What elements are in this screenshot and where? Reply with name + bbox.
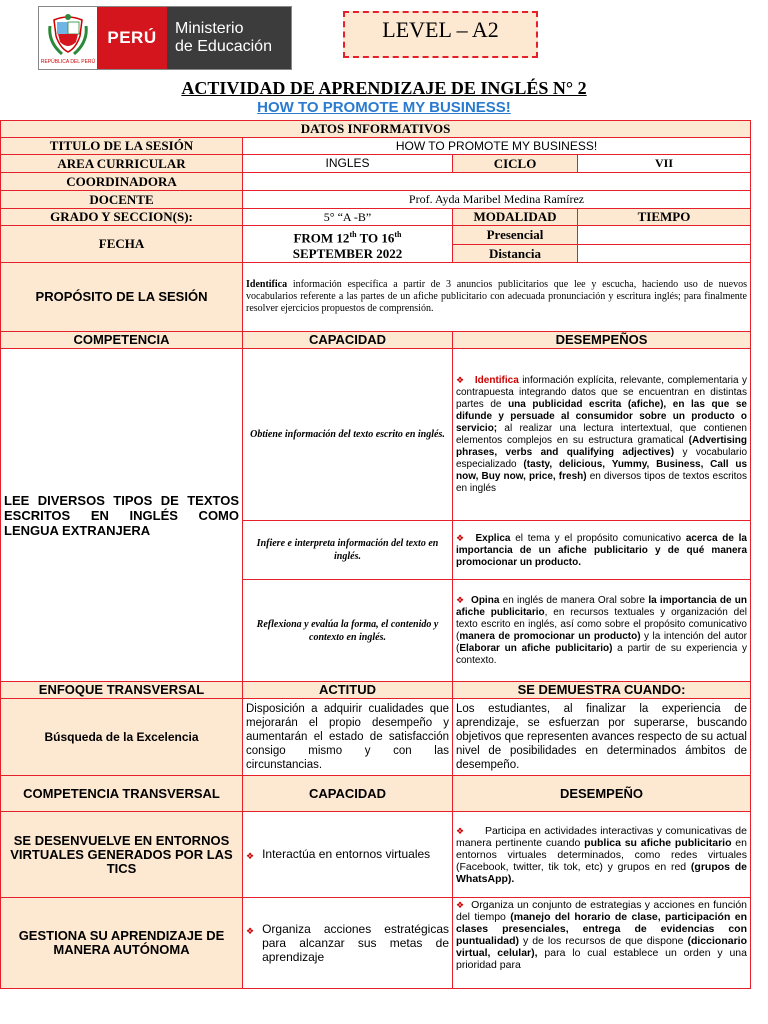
cap1-text: Interactúa en entornos virtuales <box>262 846 431 861</box>
proposito-row <box>1 263 751 332</box>
proposito-body: información específica a partir de 3 anuncios publicitarios que lee y escucha, haciendo uso de nuevos vocabularios referente a las partes de un afiche publicitario con adecuada pronunciación y escritura inglés; para finalmente resolver ejercicios propuestos de comprensión. <box>246 279 747 314</box>
d2-c: acerca de la importancia de un afiche publicitario y de qué manera promocionar un producto. <box>456 532 747 568</box>
competencia-header: COMPETENCIA <box>1 332 243 349</box>
docente-row <box>1 191 751 209</box>
level-badge: LEVEL – A2 <box>343 11 538 58</box>
enfoque-name: Búsqueda de la Excelencia <box>1 699 243 776</box>
d1-e: (Advertising phrases, verbs and qualifying adjectives) <box>456 435 747 458</box>
d1-verb: Identifica <box>474 375 519 386</box>
proposito-label: PROPÓSITO DE LA SESIÓN <box>1 263 243 332</box>
grado-value: 5° “A -B” <box>243 209 453 226</box>
d3-h: a partir de su experiencia y contexto. <box>456 643 748 666</box>
fecha-label: FECHA <box>1 226 243 263</box>
d3-c: la importancia de un afiche publicitario <box>456 595 747 618</box>
capacidad-header: CAPACIDAD <box>243 332 453 349</box>
d1-b: información explícita, relevante, complementaria y contrapuesta integrando datos que se encuentran en distintas partes de <box>456 375 747 410</box>
t1-c: en entornos virtuales determinados, como redes virtuales (Facebook, twitter, tik tok, etc) y grupos en red <box>456 836 747 873</box>
presencial-value <box>578 226 751 245</box>
transversal-competencia-2: GESTIONA SU APRENDIZAJE DE MANERA AUTÓNOMA <box>1 898 243 989</box>
distancia-value <box>578 245 751 263</box>
diamond-bullet-icon: ❖ <box>456 532 467 543</box>
transversal-desempeno-2 <box>453 898 751 989</box>
t2-e: para lo cual establece un orden y una prioridad para <box>456 947 747 971</box>
area-label: AREA CURRICULAR <box>1 155 243 173</box>
fecha-to: TO 16 <box>356 230 395 246</box>
d1-f: y vocabulario especializado <box>456 447 748 470</box>
t2-d: (diccionario virtual, celular), <box>456 935 747 959</box>
enfoque-header-row <box>1 682 751 699</box>
tiempo-label: TIEMPO <box>578 209 751 226</box>
enfoque-row <box>1 699 751 776</box>
desempeno-2 <box>453 521 751 580</box>
d3-f: y la intención del autor ( <box>456 631 747 654</box>
competencia-name: LEE DIVERSOS TIPOS DE TEXTOS ESCRITOS EN INGLÉS COMO LENGUA EXTRANJERA <box>1 349 243 682</box>
d1-g: (tasty, delicious, Yummy, Business, Call us now, Buy now, price, fresh) <box>456 459 748 482</box>
page-title: ACTIVIDAD DE APRENDIZAJE DE INGLÉS N° 2 <box>181 78 587 98</box>
actitud-header: ACTITUD <box>243 682 453 699</box>
diamond-bullet-icon: ❖ <box>456 900 465 910</box>
proposito-text <box>243 263 751 332</box>
grado-label: GRADO Y SECCION(S): <box>1 209 243 226</box>
transversal-capacidad-2 <box>243 898 453 989</box>
d3-verb: Opina <box>471 595 500 606</box>
transversal-competencia-1: SE DESENVUELVE EN ENTORNOS VIRTUALES GENERADOS POR LAS TICS <box>1 812 243 898</box>
diamond-bullet-icon: ❖ <box>456 595 465 605</box>
enfoque-header: ENFOQUE TRANSVERSAL <box>1 682 243 699</box>
docente-label: DOCENTE <box>1 191 243 209</box>
t2-b: (manejo del horario de clase, participación en clases presenciales, entrega de evidencias con puntualidad) <box>456 911 747 947</box>
fecha-month: SEPTEMBER 2022 <box>292 245 403 261</box>
area-row <box>1 155 751 173</box>
transversal-capacidad-1 <box>243 812 453 898</box>
capacidad-2: Infiere e interpreta información del texto en inglés. <box>243 521 453 580</box>
ciclo-value: VII <box>578 155 751 173</box>
crest-label: REPÚBLICA DEL PERÚ <box>40 58 96 65</box>
peru-crest <box>39 7 97 69</box>
fecha-th1: th <box>349 230 357 240</box>
minedu-logo <box>38 6 292 70</box>
d2-verb: Explica <box>475 532 511 544</box>
coordinadora-value <box>243 173 751 191</box>
d1-h: en diversos tipos de textos escritos en inglés <box>456 471 747 494</box>
diamond-bullet-icon: ❖ <box>456 375 465 385</box>
capacidad-transversal-header: CAPACIDAD <box>243 776 453 812</box>
page-header <box>0 0 768 78</box>
desempeno-transversal-header: DESEMPEÑO <box>453 776 751 812</box>
modalidad-label: MODALIDAD <box>453 209 578 226</box>
capacidad-3: Reflexiona y evalúa la forma, el contenido y contexto en inglés. <box>243 580 453 682</box>
se-demuestra-text: Los estudiantes, al finalizar la experiencia de aprendizaje, se esfuerzan por superarse, buscando objetivos que representen avances respecto de su actual nivel de posibilidades en determinados ámbitos de desempeño. <box>453 699 751 776</box>
t1-d: (grupos de WhatsApp). <box>456 860 748 885</box>
titulo-label: TITULO DE LA SESIÓN <box>1 138 243 155</box>
diamond-bullet-icon: ❖ <box>246 926 255 936</box>
titulo-value: HOW TO PROMOTE MY BUSINESS! <box>243 138 751 155</box>
d3-d: , en recursos textuales y organización del texto escrito en inglés, así como sobre el propósito comunicativo ( <box>456 607 747 642</box>
transversal-row-2 <box>1 898 751 989</box>
transversal-header-row <box>1 776 751 812</box>
se-demuestra-header: SE DEMUESTRA CUANDO: <box>453 682 751 699</box>
fecha-value <box>243 226 453 263</box>
peru-label: PERÚ <box>97 7 167 69</box>
distancia-label: Distancia <box>453 245 578 263</box>
fecha-from: FROM 12 <box>293 230 350 246</box>
d3-e: manera de promocionar un producto) <box>459 631 641 642</box>
competencia-header-row <box>1 332 751 349</box>
docente-value: Prof. Ayda Maribel Medina Ramírez <box>243 191 751 209</box>
fecha-th2: th <box>394 230 402 240</box>
d1-d: al realizar una lectura intertextual, que contienen elementos complejos en su estructura gramatical <box>456 423 747 446</box>
desempeno-1 <box>453 349 751 521</box>
diamond-bullet-icon: ❖ <box>456 825 465 836</box>
capacidad-1: Obtiene información del texto escrito en inglés. <box>243 349 453 521</box>
d2-b: el tema y el propósito comunicativo <box>510 532 686 544</box>
ministry-line2: de Educación <box>175 38 272 55</box>
cap2-text: Organiza acciones estratégicas para alcanzar sus metas de aprendizaje <box>262 922 449 964</box>
session-table <box>0 120 751 989</box>
d3-g: Elaborar un afiche publicitario) <box>459 643 613 654</box>
coordinadora-row <box>1 173 751 191</box>
ciclo-label: CICLO <box>453 155 578 173</box>
coordinadora-label: COORDINADORA <box>1 173 243 191</box>
diamond-bullet-icon: ❖ <box>246 850 255 861</box>
grado-row <box>1 209 751 226</box>
t2-a: Organiza un conjunto de estrategias y acciones en función del tiempo <box>456 899 747 923</box>
page-subtitle: HOW TO PROMOTE MY BUSINESS! <box>257 99 511 116</box>
desempenos-header: DESEMPEÑOS <box>453 332 751 349</box>
desempeno-row-1 <box>1 349 751 521</box>
transversal-desempeno-1 <box>453 812 751 898</box>
competencia-transversal-header: COMPETENCIA TRANSVERSAL <box>1 776 243 812</box>
ministry-line1: Ministerio <box>175 20 244 37</box>
d1-c: una publicidad escrita (afiche), en las que se difunde y persuade al consumidor sobre un producto o servicio; <box>456 399 747 434</box>
t1-b: publica su afiche publicitario <box>584 836 732 849</box>
t1-a: Participa en actividades interactivas y comunicativas de manera pertinente cuando <box>456 824 747 849</box>
presencial-label: Presencial <box>453 226 578 245</box>
fecha-row-1 <box>1 226 751 245</box>
ministry-label <box>167 7 291 69</box>
actitud-text: Disposición a adquirir cualidades que mejorarán el propio desempeño y aumentarán el estado de satisfacción consigo mismo y con las circunstancias. <box>243 699 453 776</box>
coat-of-arms-icon <box>48 12 88 58</box>
titulo-row <box>1 138 751 155</box>
desempeno-3 <box>453 580 751 682</box>
transversal-row-1 <box>1 812 751 898</box>
proposito-verb: Identifica <box>246 279 288 290</box>
datos-header-row <box>1 121 751 138</box>
t2-c: y de los recursos de que dispone <box>519 935 688 947</box>
d3-b: en inglés de manera Oral sobre <box>499 595 649 606</box>
area-value: INGLES <box>243 155 453 173</box>
datos-informativos-header: DATOS INFORMATIVOS <box>1 121 751 138</box>
